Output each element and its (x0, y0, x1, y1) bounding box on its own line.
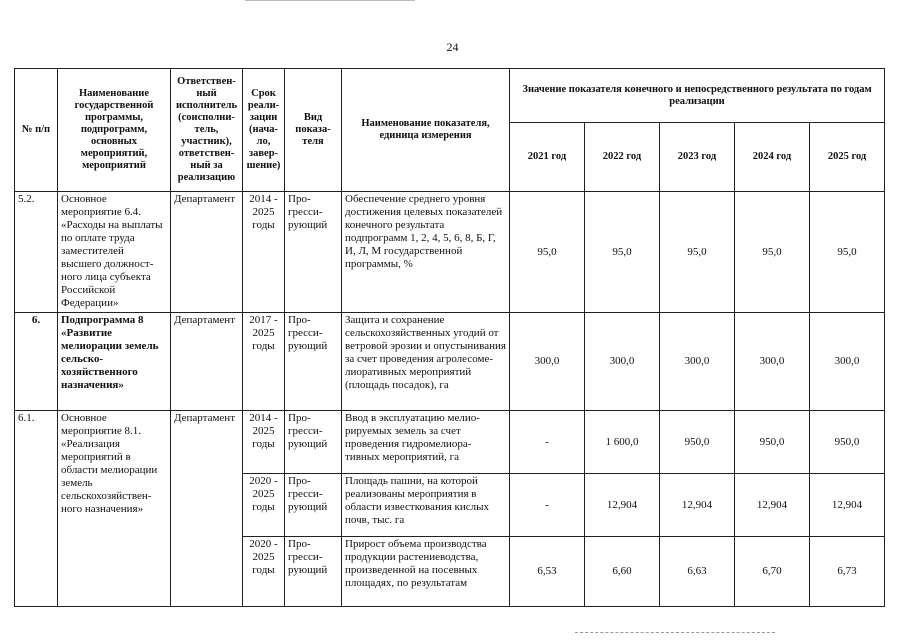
header-year-2021: 2021 год (510, 123, 585, 192)
value-2023: 300,0 (660, 313, 735, 411)
row-kind: Про-гресси-рующий (285, 192, 342, 313)
value-2022: 12,904 (585, 474, 660, 537)
value-2024: 6,70 (735, 537, 810, 607)
row-indicator: Площадь пашни, на которой реализованы мероприятия в области известкования кислых почв, тыс. га (342, 474, 510, 537)
row-term: 2020 - 2025 годы (243, 474, 285, 537)
top-scan-line (245, 0, 415, 1)
bottom-scan-marks (575, 632, 775, 635)
header-year-2024: 2024 год (735, 123, 810, 192)
value-2023: 12,904 (660, 474, 735, 537)
row-num: 6. (15, 313, 58, 411)
value-2024: 12,904 (735, 474, 810, 537)
value-2021: 95,0 (510, 192, 585, 313)
value-2025: 300,0 (810, 313, 885, 411)
value-2022: 95,0 (585, 192, 660, 313)
row-indicator: Прирост объема производства продукции растениеводства, произведенной на посевных площадях, по результатам (342, 537, 510, 607)
table-row (15, 192, 885, 313)
header-responsible: Ответствен-ный исполнитель (соисполни-тель, участник), ответствен-ный за реализацию (171, 69, 243, 192)
indicators-table (14, 68, 885, 607)
value-2023: 95,0 (660, 192, 735, 313)
header-year-2025: 2025 год (810, 123, 885, 192)
table-row (15, 411, 885, 474)
row-term: 2017 - 2025 годы (243, 313, 285, 411)
row-kind: Про-гресси-рующий (285, 411, 342, 474)
header-year-2023: 2023 год (660, 123, 735, 192)
value-2025: 6,73 (810, 537, 885, 607)
value-2021: 6,53 (510, 537, 585, 607)
value-2022: 1 600,0 (585, 411, 660, 474)
row-term: 2014 - 2025 годы (243, 192, 285, 313)
value-2021: - (510, 474, 585, 537)
row-num: 6.1. (15, 411, 58, 607)
header-kind: Вид показа-теля (285, 69, 342, 192)
value-2024: 300,0 (735, 313, 810, 411)
row-kind: Про-гресси-рующий (285, 474, 342, 537)
value-2022: 6,60 (585, 537, 660, 607)
row-responsible: Департамент (171, 313, 243, 411)
header-indicator: Наименование показателя, единица измерения (342, 69, 510, 192)
row-indicator: Ввод в эксплуатацию мелио-рируемых земель за счет проведения гидромелиора-тивных мероприятий, га (342, 411, 510, 474)
row-term: 2020 - 2025 годы (243, 537, 285, 607)
row-kind: Про-гресси-рующий (285, 313, 342, 411)
value-2022: 300,0 (585, 313, 660, 411)
row-responsible: Департамент (171, 411, 243, 607)
value-2021: - (510, 411, 585, 474)
row-indicator: Обеспечение среднего уровня достижения целевых показателей конечного результата подпрограмм 1, 2, 4, 5, 6, 8, Б, Г, И, Л, М государственной программы, % (342, 192, 510, 313)
value-2023: 6,63 (660, 537, 735, 607)
row-num: 5.2. (15, 192, 58, 313)
value-2023: 950,0 (660, 411, 735, 474)
header-values-group: Значение показателя конечного и непосредственного результата по годам реализации (510, 69, 885, 123)
row-name: Основное мероприятие 8.1. «Реализация мероприятий в области мелиорации земель сельскохозяйствен-ного назначения» (58, 411, 171, 607)
value-2025: 950,0 (810, 411, 885, 474)
value-2024: 95,0 (735, 192, 810, 313)
row-name: Подпрограмма 8 «Развитие мелиорации земель сельско-хозяйственного назначения» (58, 313, 171, 411)
row-term: 2014 - 2025 годы (243, 411, 285, 474)
header-year-2022: 2022 год (585, 123, 660, 192)
row-responsible: Департамент (171, 192, 243, 313)
value-2025: 12,904 (810, 474, 885, 537)
header-term: Срок реали-зации (нача-ло, завер-шение) (243, 69, 285, 192)
page-number: 24 (446, 40, 459, 54)
header-num: № п/п (15, 69, 58, 192)
value-2024: 950,0 (735, 411, 810, 474)
row-indicator: Защита и сохранение сельскохозяйственных угодий от ветровой эрозии и опустынивания за счет проведения агролесоме-лиоративных мероприятий (площадь посадок), га (342, 313, 510, 411)
row-name: Основное мероприятие 6.4. «Расходы на выплаты по оплате труда заместителей высшего должност-ного лица субъекта Российской Федерации» (58, 192, 171, 313)
value-2021: 300,0 (510, 313, 585, 411)
header-name: Наименование государственной программы, подпрограмм, основных мероприятий, мероприятий (58, 69, 171, 192)
row-kind: Про-гресси-рующий (285, 537, 342, 607)
table-row (15, 313, 885, 411)
value-2025: 95,0 (810, 192, 885, 313)
